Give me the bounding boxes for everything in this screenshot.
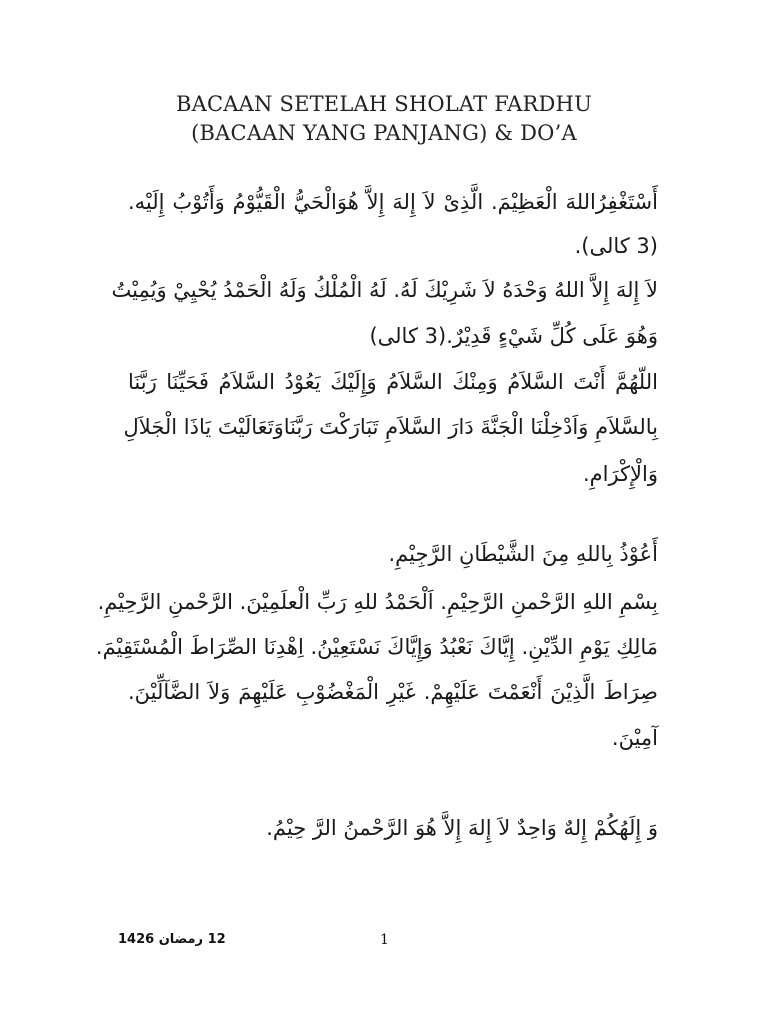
tahlil-line-2: وَهُوَ عَلَى كُلِّ شَيْءٍ قَدِيْرٌ.(3 كالى) bbox=[369, 324, 658, 348]
salam-line-1: اللّهُمَّ أَنْتَ السَّلاَمُ وَمِنْكَ السَّلاَمُ وَإِلَيْكَ يَعُوْدُ السَّلاَمُ فَحَيِّنَا رَبَّنَا bbox=[128, 370, 658, 394]
salam-line-2: بِالسَّلاَمِ وَاَدْخِلْنَا الْجَنَّةَ دَارَ السَّلاَمِ تَبَارَكْتَ رَبَّنَاوَتَعَالَيْتَ يَاذَا الْجَلاَلِ bbox=[123, 415, 658, 439]
fatihah-line-2: مَالِكِ يَوْمِ الدِّيْنِ. إِيَّاكَ نَعْبُدُ وَإِيَّاكَ نَسْتَعِيْنُ. اِهْدِنَا الصِّرَاطَ الْمُسْتَقِيْمَ. bbox=[95, 635, 658, 659]
fatihah-line-3: صِرَاطَ الَّذِيْنَ أَنْعَمْتَ عَلَيْهِمْ. غَيْرِ الْمَغْضُوْبِ عَلَيْهِمَ وَلاَ الضَّآلِّيْنَ. bbox=[128, 680, 658, 704]
istighfar-line-1: أَسْتَغْفِرُاللهَ الْعَظِيْمَ. الَّذِىْ لاَ إِلهَ إِلاَّ هُوَالْحَيُّ الْقَيُّوْمُ وَأَتُوْبُ إِلَيْه. bbox=[128, 190, 658, 214]
document-title-line-2: (BACAAN YANG PANJANG) & DO’A bbox=[191, 121, 577, 145]
fatihah-line-4: آمِيْنَ. bbox=[611, 726, 658, 750]
closing-verse: وَ إِلَهُكُمْ إِلهٌ وَاحِدٌ لاَ إِلهَ إِلاَّ هُوَ الرَّحْمنُ الرَّ حِيْمُ. bbox=[266, 816, 658, 840]
document-title-line-1: BACAAN SETELAH SHOLAT FARDHU bbox=[176, 92, 592, 116]
fatihah-line-1: بِسْمِ اللهِ الرَّحْمنِ الرَّحِيْمِ. اَلْحَمْدُ للهِ رَبِّ الْعلَمِيْنَ. الرَّحْمنِ الرَّحِيْمِ. bbox=[97, 590, 658, 614]
page-number: 1 bbox=[380, 932, 389, 948]
salam-line-3: وَالْإِكْرَامِ. bbox=[582, 462, 658, 486]
footer-date: 12 رمضان 1426 bbox=[118, 932, 226, 947]
taawudz-line: أَعُوْذُ بِاللهِ مِنَ الشَّيْطَانِ الرَّجِيْمِ. bbox=[388, 542, 658, 566]
tahlil-line-1: لاَ إِلهَ إِلاَّ اللهُ وَحْدَهُ لاَ شَرِيْكَ لَهُ. لَهُ الْمُلْكُ وَلَهُ الْحَمْدُ يُحْيِيْ وَيُمِيْتُ bbox=[111, 278, 658, 302]
istighfar-line-2: (3 كالى). bbox=[574, 234, 658, 258]
